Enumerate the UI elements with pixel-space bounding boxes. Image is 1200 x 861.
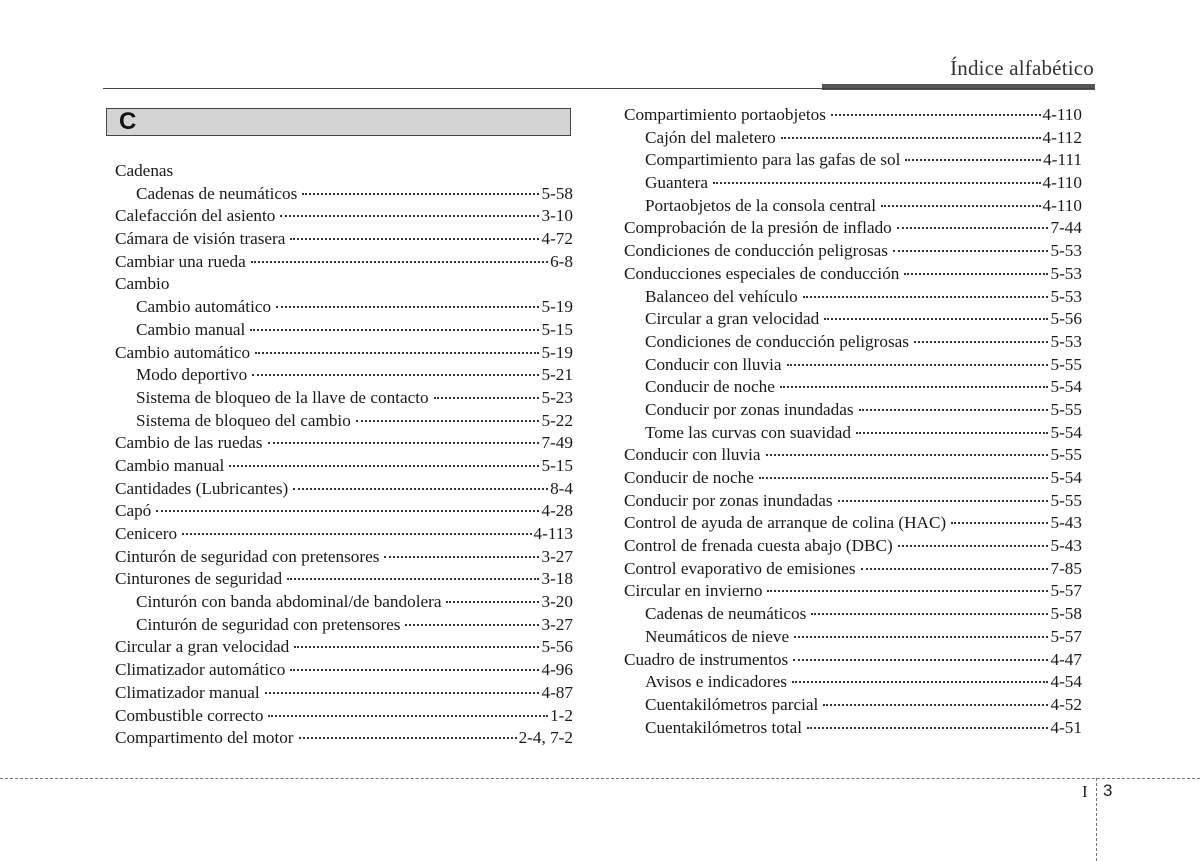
index-entry-label: Control de ayuda de arranque de colina (HAC) — [624, 513, 947, 533]
dot-leader — [384, 556, 539, 558]
index-entry — [115, 183, 573, 206]
dot-leader — [898, 545, 1049, 547]
index-entry-label: Compartimiento portaobjetos — [624, 105, 826, 124]
index-entry-page: 5-43 — [1050, 536, 1082, 556]
index-entry-label: Condiciones de conducción peligrosas — [645, 331, 909, 351]
index-entry — [115, 682, 573, 705]
footer-vertical-divider — [1096, 778, 1097, 861]
dot-leader — [759, 477, 1049, 479]
index-entry-label: Neumáticos de nieve — [645, 626, 790, 646]
index-entry — [115, 432, 573, 455]
index-entry-label: Tome las curvas con suavidad — [645, 422, 851, 442]
index-entry — [115, 251, 573, 274]
dot-leader — [302, 193, 539, 195]
index-entry — [115, 568, 573, 591]
index-entry — [624, 149, 1082, 172]
index-entry-page: 5-57 — [1050, 581, 1082, 601]
index-entry — [115, 410, 573, 433]
index-entry-page: 5-56 — [541, 637, 573, 657]
index-entry-page: 6-8 — [550, 251, 573, 271]
dot-leader — [766, 454, 1049, 456]
index-entry-label: Cambio manual — [136, 319, 246, 339]
index-entry-label: Circular en invierno — [624, 581, 763, 601]
index-entry-label: Portaobjetos de la consola central — [645, 195, 876, 215]
index-entry-label: Cinturón con banda abdominal/de bandolera — [136, 592, 442, 612]
index-entry-label: Cuentakilómetros parcial — [645, 694, 819, 714]
index-entry-page: 4-54 — [1050, 672, 1082, 692]
dot-leader — [250, 329, 539, 331]
index-entry-page: 7-85 — [1050, 558, 1082, 578]
index-entry-page: 5-54 — [1050, 377, 1082, 397]
dot-leader — [182, 533, 531, 535]
index-entry-page: 3-27 — [541, 614, 573, 634]
index-entry-label: Cinturones de seguridad — [115, 569, 283, 589]
index-entry-label: Combustible correcto — [115, 705, 264, 725]
index-entry-page: 1-2 — [550, 705, 573, 725]
index-entry-page: 4-87 — [541, 682, 573, 702]
index-entry-label: Condiciones de conducción peligrosas — [624, 241, 888, 261]
index-entry-page: 4-112 — [1042, 127, 1082, 147]
dot-leader — [287, 578, 539, 580]
header-accent-bar — [822, 84, 1095, 90]
index-entry-label: Cambio — [115, 274, 170, 294]
dot-leader — [156, 510, 539, 512]
index-entry — [624, 354, 1082, 377]
index-entry-page: 4-28 — [541, 501, 573, 521]
dot-leader — [893, 250, 1049, 252]
dot-leader — [294, 646, 539, 648]
index-entry-label: Conducciones especiales de conducción — [624, 263, 900, 283]
index-entry — [624, 512, 1082, 535]
index-entry-page: 4-113 — [533, 524, 573, 543]
index-entry — [624, 104, 1082, 127]
dot-leader — [914, 341, 1049, 343]
dot-leader — [276, 306, 539, 308]
index-entry-page: 8-4 — [550, 478, 573, 498]
index-entry-label: Climatizador automático — [115, 660, 286, 680]
dot-leader — [252, 374, 539, 376]
dot-leader — [787, 364, 1049, 366]
dot-leader — [897, 227, 1049, 229]
index-entry-page: 4-47 — [1050, 649, 1082, 669]
index-entry-label: Guantera — [645, 173, 708, 193]
footer-page-number: 3 — [1103, 781, 1113, 800]
index-entry-label: Cambiar una rueda — [115, 251, 246, 271]
dot-leader — [811, 613, 1048, 615]
dot-leader — [713, 182, 1041, 184]
index-entry-label: Cámara de visión trasera — [115, 229, 286, 249]
dot-leader — [807, 727, 1048, 729]
index-entry — [624, 603, 1082, 626]
index-entry-page: 3-18 — [541, 569, 573, 589]
index-entry-page: 5-55 — [1050, 354, 1082, 374]
index-entry — [624, 649, 1082, 672]
index-column-right — [624, 104, 1082, 739]
index-entry-label: Sistema de bloqueo de la llave de contacto — [136, 387, 429, 407]
index-entry — [115, 205, 573, 228]
dot-leader — [405, 624, 539, 626]
index-entry-label: Comprobación de la presión de inflado — [624, 218, 892, 238]
index-entry — [115, 228, 573, 251]
index-entry-label: Conducir con lluvia — [645, 354, 782, 374]
index-entry-label: Compartimento del motor — [115, 728, 294, 748]
index-entry-page: 4-72 — [541, 229, 573, 249]
index-entry-page: 7-44 — [1050, 218, 1082, 238]
dot-leader — [794, 636, 1048, 638]
index-entry-label: Modo deportivo — [136, 365, 248, 385]
index-entry-label: Circular a gran velocidad — [645, 309, 820, 329]
index-entry — [624, 399, 1082, 422]
dot-leader — [838, 500, 1049, 502]
index-entry — [115, 523, 573, 546]
index-entry-label: Conducir por zonas inundadas — [624, 490, 833, 510]
index-entry-label: Avisos e indicadores — [645, 672, 787, 692]
index-entry — [624, 172, 1082, 195]
dot-leader — [904, 273, 1048, 275]
index-entry — [624, 490, 1082, 513]
dot-leader — [268, 715, 548, 717]
index-entry — [115, 705, 573, 728]
index-entry-page: 5-58 — [541, 183, 573, 203]
index-entry-page: 5-54 — [1050, 468, 1082, 487]
index-entry — [115, 478, 573, 501]
index-entry-label: Cantidades (Lubricantes) — [115, 478, 289, 498]
index-entry-label: Cinturón de seguridad con pretensores — [115, 546, 380, 566]
index-entry-label: Cadenas — [115, 161, 174, 180]
index-entry — [624, 286, 1082, 309]
index-entry — [115, 296, 573, 319]
dot-leader — [255, 352, 539, 354]
dot-leader — [856, 432, 1049, 434]
dot-leader — [767, 590, 1048, 592]
index-entry-label: Circular a gran velocidad — [115, 637, 290, 657]
index-entry — [624, 376, 1082, 399]
index-entry-label: Cuentakilómetros total — [645, 717, 803, 737]
index-entry-page: 5-21 — [541, 365, 573, 385]
dot-leader — [356, 420, 540, 422]
index-entry-label: Climatizador manual — [115, 682, 260, 702]
dot-leader — [299, 737, 517, 739]
index-entry — [624, 694, 1082, 717]
index-entry-label: Cadenas de neumáticos — [136, 183, 298, 203]
index-entry-page: 7-49 — [541, 433, 573, 453]
footer-section-roman: I — [1082, 782, 1088, 801]
index-entry-label: Conducir de noche — [645, 377, 775, 397]
dot-leader — [290, 238, 539, 240]
index-entry-label: Cinturón de seguridad con pretensores — [136, 614, 401, 634]
index-entry-label: Cenicero — [115, 524, 178, 543]
index-entry-page: 5-53 — [1050, 286, 1082, 306]
index-entry-page: 4-51 — [1050, 717, 1082, 737]
index-entry-page: 2-4, 7-2 — [518, 728, 573, 748]
dot-leader — [861, 568, 1049, 570]
index-entry — [624, 422, 1082, 445]
index-entry — [115, 160, 573, 183]
dot-leader — [434, 397, 540, 399]
index-entry-page: 3-27 — [541, 546, 573, 566]
index-entry-page: 5-56 — [1050, 309, 1082, 329]
dot-leader — [905, 159, 1041, 161]
index-entry-page: 4-110 — [1042, 105, 1082, 124]
index-entry-page: 5-19 — [541, 342, 573, 362]
dot-leader — [881, 205, 1041, 207]
index-entry-page: 3-20 — [541, 592, 573, 612]
dot-leader — [265, 692, 540, 694]
index-entry-page: 5-58 — [1050, 604, 1082, 624]
dot-leader — [823, 704, 1048, 706]
index-entry-page: 5-55 — [1050, 399, 1082, 419]
dot-leader — [831, 114, 1041, 116]
index-entry-label: Control evaporativo de emisiones — [624, 558, 856, 578]
index-entry — [115, 727, 573, 750]
index-entry — [115, 500, 573, 523]
index-entry — [624, 717, 1082, 740]
index-entry — [115, 273, 573, 296]
index-entry — [115, 659, 573, 682]
index-entry-label: Sistema de bloqueo del cambio — [136, 410, 351, 430]
index-entry — [624, 535, 1082, 558]
index-entry — [115, 546, 573, 569]
index-entry — [624, 671, 1082, 694]
index-entry-label: Cambio manual — [115, 455, 225, 475]
index-entry-label: Compartimiento para las gafas de sol — [645, 150, 901, 170]
index-entry — [624, 195, 1082, 218]
dot-leader — [251, 261, 548, 263]
index-entry — [115, 636, 573, 659]
dot-leader — [859, 409, 1049, 411]
index-entry-label: Balanceo del vehículo — [645, 286, 798, 306]
index-entry-label: Control de frenada cuesta abajo (DBC) — [624, 536, 893, 556]
index-entry-label: Calefacción del asiento — [115, 206, 276, 226]
index-entry — [624, 580, 1082, 603]
header-divider — [103, 88, 1095, 89]
index-entry-page: 5-53 — [1050, 331, 1082, 351]
index-entry — [624, 240, 1082, 263]
dot-leader — [781, 137, 1041, 139]
dot-leader — [793, 659, 1048, 661]
index-entry-page: 5-55 — [1050, 490, 1082, 510]
index-column-left — [115, 160, 573, 750]
index-entry — [624, 331, 1082, 354]
index-entry-label: Cuadro de instrumentos — [624, 649, 789, 669]
dot-leader — [293, 488, 548, 490]
index-entry-label: Cambio automático — [136, 297, 272, 317]
index-entry-page: 5-55 — [1050, 445, 1082, 465]
index-entry-page: 3-10 — [541, 206, 573, 226]
section-letter-box — [106, 108, 571, 136]
index-entry — [624, 558, 1082, 581]
dot-leader — [280, 215, 539, 217]
index-entry-page: 4-52 — [1050, 694, 1082, 714]
footer-divider — [0, 778, 1200, 779]
index-entry-page: 5-53 — [1050, 263, 1082, 283]
dot-leader — [951, 522, 1048, 524]
page-header-title: Índice alfabético — [950, 56, 1094, 80]
index-entry — [115, 387, 573, 410]
section-letter: C — [119, 108, 137, 135]
index-entry-page: 5-53 — [1050, 241, 1082, 261]
index-entry — [624, 308, 1082, 331]
index-entry — [115, 342, 573, 365]
index-entry — [624, 217, 1082, 240]
index-entry — [624, 467, 1082, 490]
index-entry — [115, 319, 573, 342]
index-entry-page: 5-15 — [541, 319, 573, 339]
dot-leader — [446, 601, 539, 603]
index-entry-page: 5-23 — [541, 387, 573, 407]
dot-leader — [824, 318, 1048, 320]
index-entry-label: Cadenas de neumáticos — [645, 604, 807, 624]
index-entry-label: Conducir por zonas inundadas — [645, 399, 854, 419]
index-entry-label: Cajón del maletero — [645, 127, 776, 147]
dot-leader — [780, 386, 1049, 388]
dot-leader — [792, 681, 1049, 683]
index-entry-page: 5-22 — [541, 410, 573, 430]
index-entry-page: 4-110 — [1042, 173, 1082, 193]
dot-leader — [268, 442, 540, 444]
index-entry-page: 5-15 — [541, 455, 573, 475]
index-entry-page: 5-43 — [1050, 513, 1082, 533]
index-entry-label: Capó — [115, 501, 152, 521]
index-entry — [115, 364, 573, 387]
index-entry-label: Cambio automático — [115, 342, 251, 362]
index-entry-page: 4-110 — [1042, 195, 1082, 215]
index-entry — [115, 614, 573, 637]
index-entry — [624, 127, 1082, 150]
index-entry — [624, 263, 1082, 286]
index-entry-label: Cambio de las ruedas — [115, 433, 263, 453]
dot-leader — [803, 296, 1049, 298]
dot-leader — [290, 669, 539, 671]
index-entry — [624, 444, 1082, 467]
dot-leader — [229, 465, 539, 467]
index-entry-page: 4-111 — [1043, 150, 1082, 170]
index-entry-label: Conducir con lluvia — [624, 445, 761, 465]
index-entry-page: 5-54 — [1050, 422, 1082, 442]
index-entry-page: 4-96 — [541, 660, 573, 680]
index-entry — [115, 455, 573, 478]
index-entry-label: Conducir de noche — [624, 468, 754, 487]
index-entry-page: 5-19 — [541, 297, 573, 317]
index-entry-page: 5-57 — [1050, 626, 1082, 646]
index-entry — [624, 626, 1082, 649]
index-entry — [115, 591, 573, 614]
